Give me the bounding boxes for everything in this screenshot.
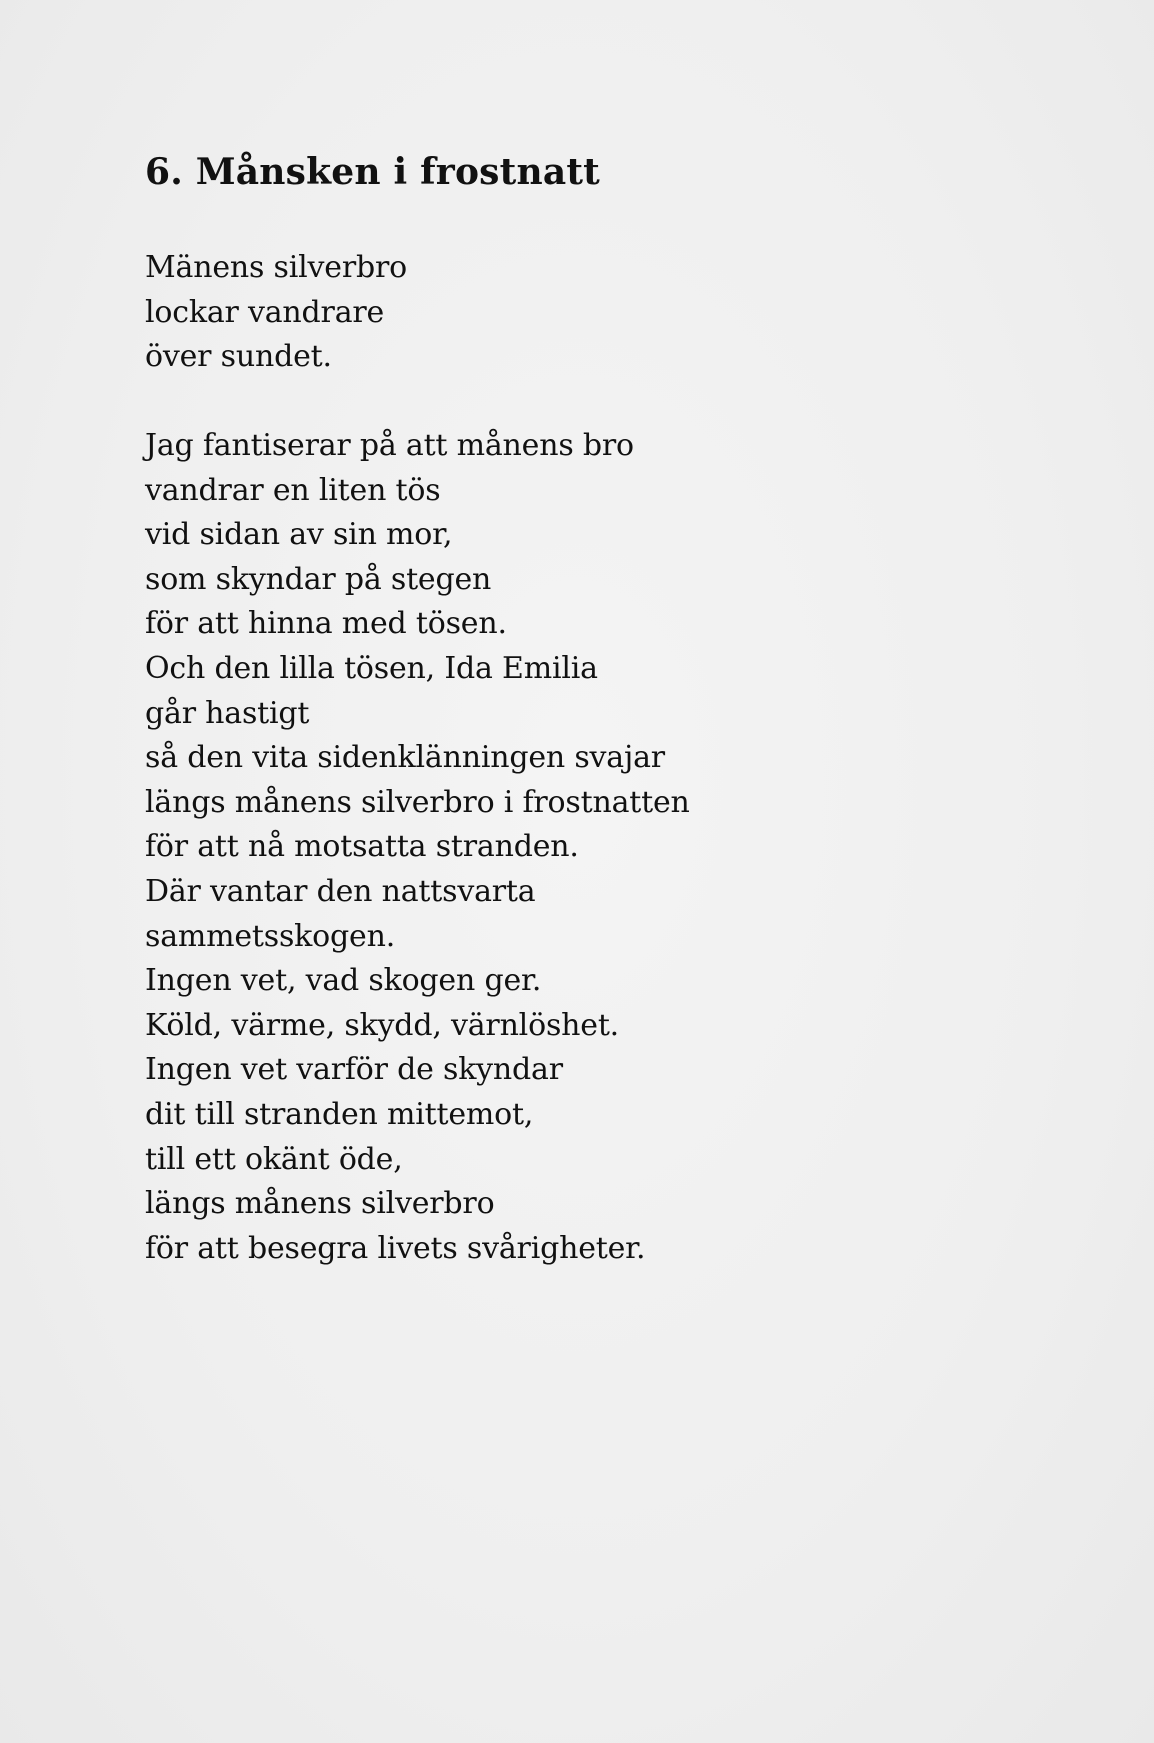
poem-line: Ingen vet varför de skyndar	[145, 1052, 563, 1088]
poem-line: för att besegra livets svårigheter.	[145, 1230, 646, 1266]
poem	[145, 148, 1045, 1266]
poem-line: dit till stranden mittemot,	[145, 1096, 534, 1132]
poem-line: vandrar en liten tös	[145, 472, 441, 508]
poem-line: går hastigt	[145, 695, 310, 731]
poem-line: Jag fantiserar på att månens bro	[145, 428, 634, 463]
poem-line: så den vita sidenklänningen svajar	[145, 740, 665, 776]
poem-line: lockar vandrare	[145, 294, 385, 330]
poem-line: Ingen vet, vad skogen ger.	[145, 963, 542, 999]
stanza-2	[145, 424, 690, 1271]
poem-line: till ett okänt öde,	[145, 1141, 403, 1177]
poem-line: vid sidan av sin mor,	[145, 517, 453, 553]
poem-line: Och den lilla tösen, Ida Emilia	[145, 650, 598, 686]
poem-line: som skyndar på stegen	[145, 561, 492, 597]
poem-line: för att nå motsatta stranden.	[145, 829, 579, 865]
poem-title: 6. Månsken i frostnatt	[145, 151, 601, 193]
poem-line: längs månens silverbro i frostnatten	[145, 784, 690, 820]
poem-line: för att hinna med tösen.	[145, 606, 507, 642]
poem-line: Mänens silverbro	[145, 250, 407, 285]
poem-line: sammetsskogen.	[145, 918, 396, 954]
poem-line: Köld, värme, skydd, värnlöshet.	[145, 1007, 620, 1043]
stanza-1	[145, 246, 407, 380]
poem-line: Där vantar den nattsvarta	[145, 873, 536, 909]
poem-line: över sundet.	[145, 339, 332, 375]
poem-line: längs månens silverbro	[145, 1186, 495, 1222]
